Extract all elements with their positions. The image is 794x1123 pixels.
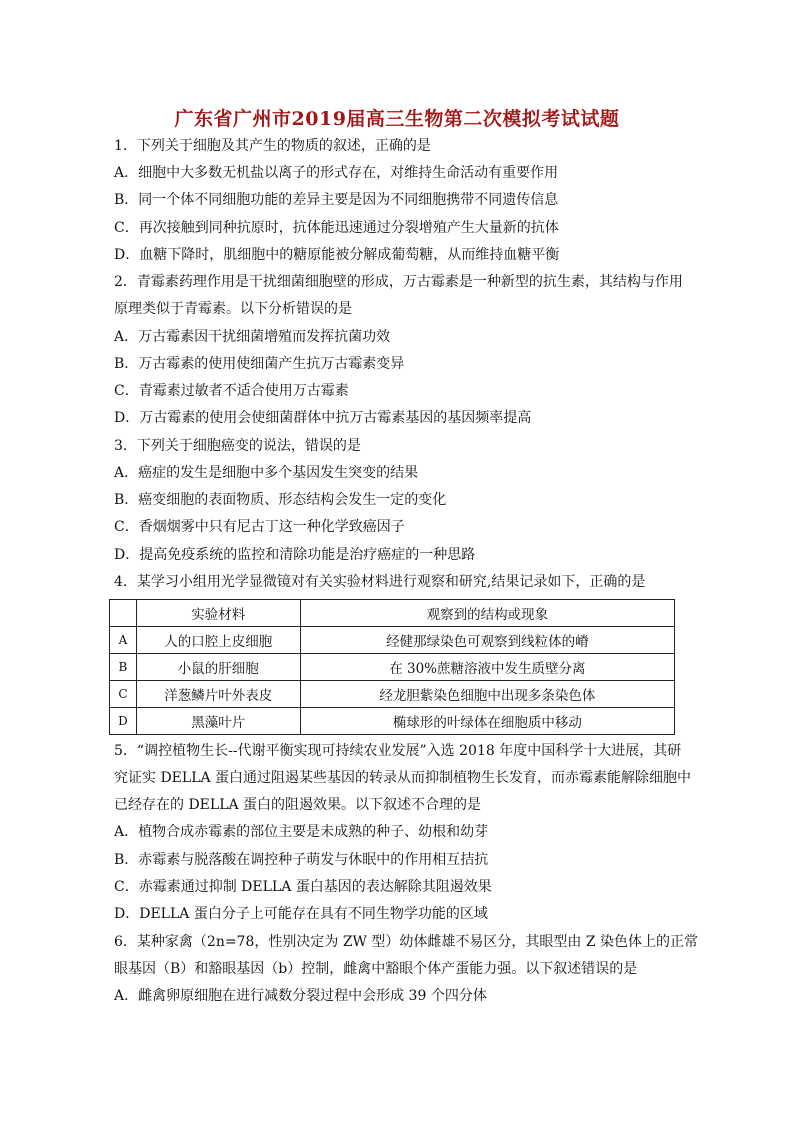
question-3-option-a: A．癌症的发生是细胞中多个基因发生突变的结果 xyxy=(114,465,419,481)
table-cell-material: 黑藻叶片 xyxy=(136,708,300,735)
table-cell-observation: 在 30%蔗糖溶液中发生质壁分离 xyxy=(300,654,674,681)
table-cell-observation: 椭球形的叶绿体在细胞质中移动 xyxy=(300,708,674,735)
table-cell-material: 人的口腔上皮细胞 xyxy=(136,627,300,654)
table-cell-observation: 经健那绿染色可观察到线粒体的嵴 xyxy=(300,627,674,654)
question-3-option-c: C．香烟烟雾中只有尼古丁这一种化学致癌因子 xyxy=(114,519,405,535)
table-header-cell: 实验材料 xyxy=(136,600,300,627)
question-6-stem-line-1: 6．某种家禽（2n=78，性别决定为 ZW 型）幼体雌雄不易区分，其眼型由 Z 染色体上的正常 xyxy=(114,934,699,950)
question-5-stem-line-1: 5．“调控植物生长--代谢平衡实现可持续农业发展”入选 2018 年度中国科学十大进展，其研 xyxy=(114,743,682,759)
question-1-option-a: A．细胞中大多数无机盐以离子的形式存在，对维持生命活动有重要作用 xyxy=(114,165,559,181)
table-header-cell xyxy=(110,600,137,627)
question-5-option-d: D．DELLA 蛋白分子上可能存在具有不同生物学功能的区域 xyxy=(114,906,488,922)
question-5-option-b: B．赤霉素与脱落酸在调控种子萌发与休眠中的作用相互拮抗 xyxy=(114,852,489,868)
table-row xyxy=(110,654,675,681)
question-3-option-d: D．提高免疫系统的监控和清除功能是治疗癌症的一种思路 xyxy=(114,547,476,563)
question-2-stem-line-1: 2．青霉素药理作用是干扰细菌细胞壁的形成，万古霉素是一种新型的抗生素，其结构与作用 xyxy=(114,274,683,290)
table-cell-material: 小鼠的肝细胞 xyxy=(136,654,300,681)
table-cell-material: 洋葱鳞片叶外表皮 xyxy=(136,681,300,708)
question-2-option-c: C．青霉素过敏者不适合使用万古霉素 xyxy=(114,383,349,399)
experiment-results-table xyxy=(109,599,675,735)
question-1-stem: 1．下列关于细胞及其产生的物质的叙述，正确的是 xyxy=(114,138,431,154)
question-1-option-d: D．血糖下降时，肌细胞中的糖原能被分解成葡萄糖，从而维持血糖平衡 xyxy=(114,247,560,263)
question-5-stem-line-2: 究证实 DELLA 蛋白通过阻遏某些基因的转录从而抑制植物生长发育，而赤霉素能解除细胞中 xyxy=(114,770,692,786)
question-5-stem-line-3: 已经存在的 DELLA 蛋白的阻遏效果。以下叙述不合理的是 xyxy=(114,797,482,813)
question-2-option-b: B．万古霉素的使用使细菌产生抗万古霉素变异 xyxy=(114,356,405,372)
question-1-option-b: B．同一个体不同细胞功能的差异主要是因为不同细胞携带不同遗传信息 xyxy=(114,192,559,208)
table-header-cell: 观察到的结构或现象 xyxy=(300,600,674,627)
table-cell-label: D xyxy=(110,708,137,735)
question-2-option-a: A．万古霉素因干扰细菌增殖而发挥抗菌功效 xyxy=(114,329,391,345)
question-3-stem: 3．下列关于细胞癌变的说法，错误的是 xyxy=(114,438,361,454)
page-title: 广东省广州市2019届高三生物第二次模拟考试试题 xyxy=(174,108,620,130)
table-cell-label: A xyxy=(110,627,137,654)
table-cell-label: C xyxy=(110,681,137,708)
table-row xyxy=(110,627,675,654)
table-row xyxy=(110,681,675,708)
question-1-option-c: C．再次接触到同种抗原时，抗体能迅速通过分裂增殖产生大量新的抗体 xyxy=(114,220,559,236)
question-6-stem-line-2: 眼基因（B）和豁眼基因（b）控制，雌禽中豁眼个体产蛋能力强。以下叙述错误的是 xyxy=(114,961,638,977)
question-5-option-c: C．赤霉素通过抑制 DELLA 蛋白基因的表达解除其阻遏效果 xyxy=(114,879,492,895)
question-5-option-a: A．植物合成赤霉素的部位主要是未成熟的种子、幼根和幼芽 xyxy=(114,824,489,840)
table-header-row xyxy=(110,600,675,627)
question-4-stem: 4．某学习小组用光学显微镜对有关实验材料进行观察和研究,结果记录如下，正确的是 xyxy=(114,574,646,590)
table-cell-observation: 经龙胆紫染色细胞中出现多条染色体 xyxy=(300,681,674,708)
table-cell-label: B xyxy=(110,654,137,681)
question-2-stem-line-2: 原理类似于青霉素。以下分析错误的是 xyxy=(114,301,352,317)
question-6-option-a: A．雌禽卵原细胞在进行减数分裂过程中会形成 39 个四分体 xyxy=(114,988,487,1004)
question-2-option-d: D．万古霉素的使用会使细菌群体中抗万古霉素基因的基因频率提高 xyxy=(114,410,532,426)
table-row xyxy=(110,708,675,735)
question-3-option-b: B．癌变细胞的表面物质、形态结构会发生一定的变化 xyxy=(114,492,447,508)
